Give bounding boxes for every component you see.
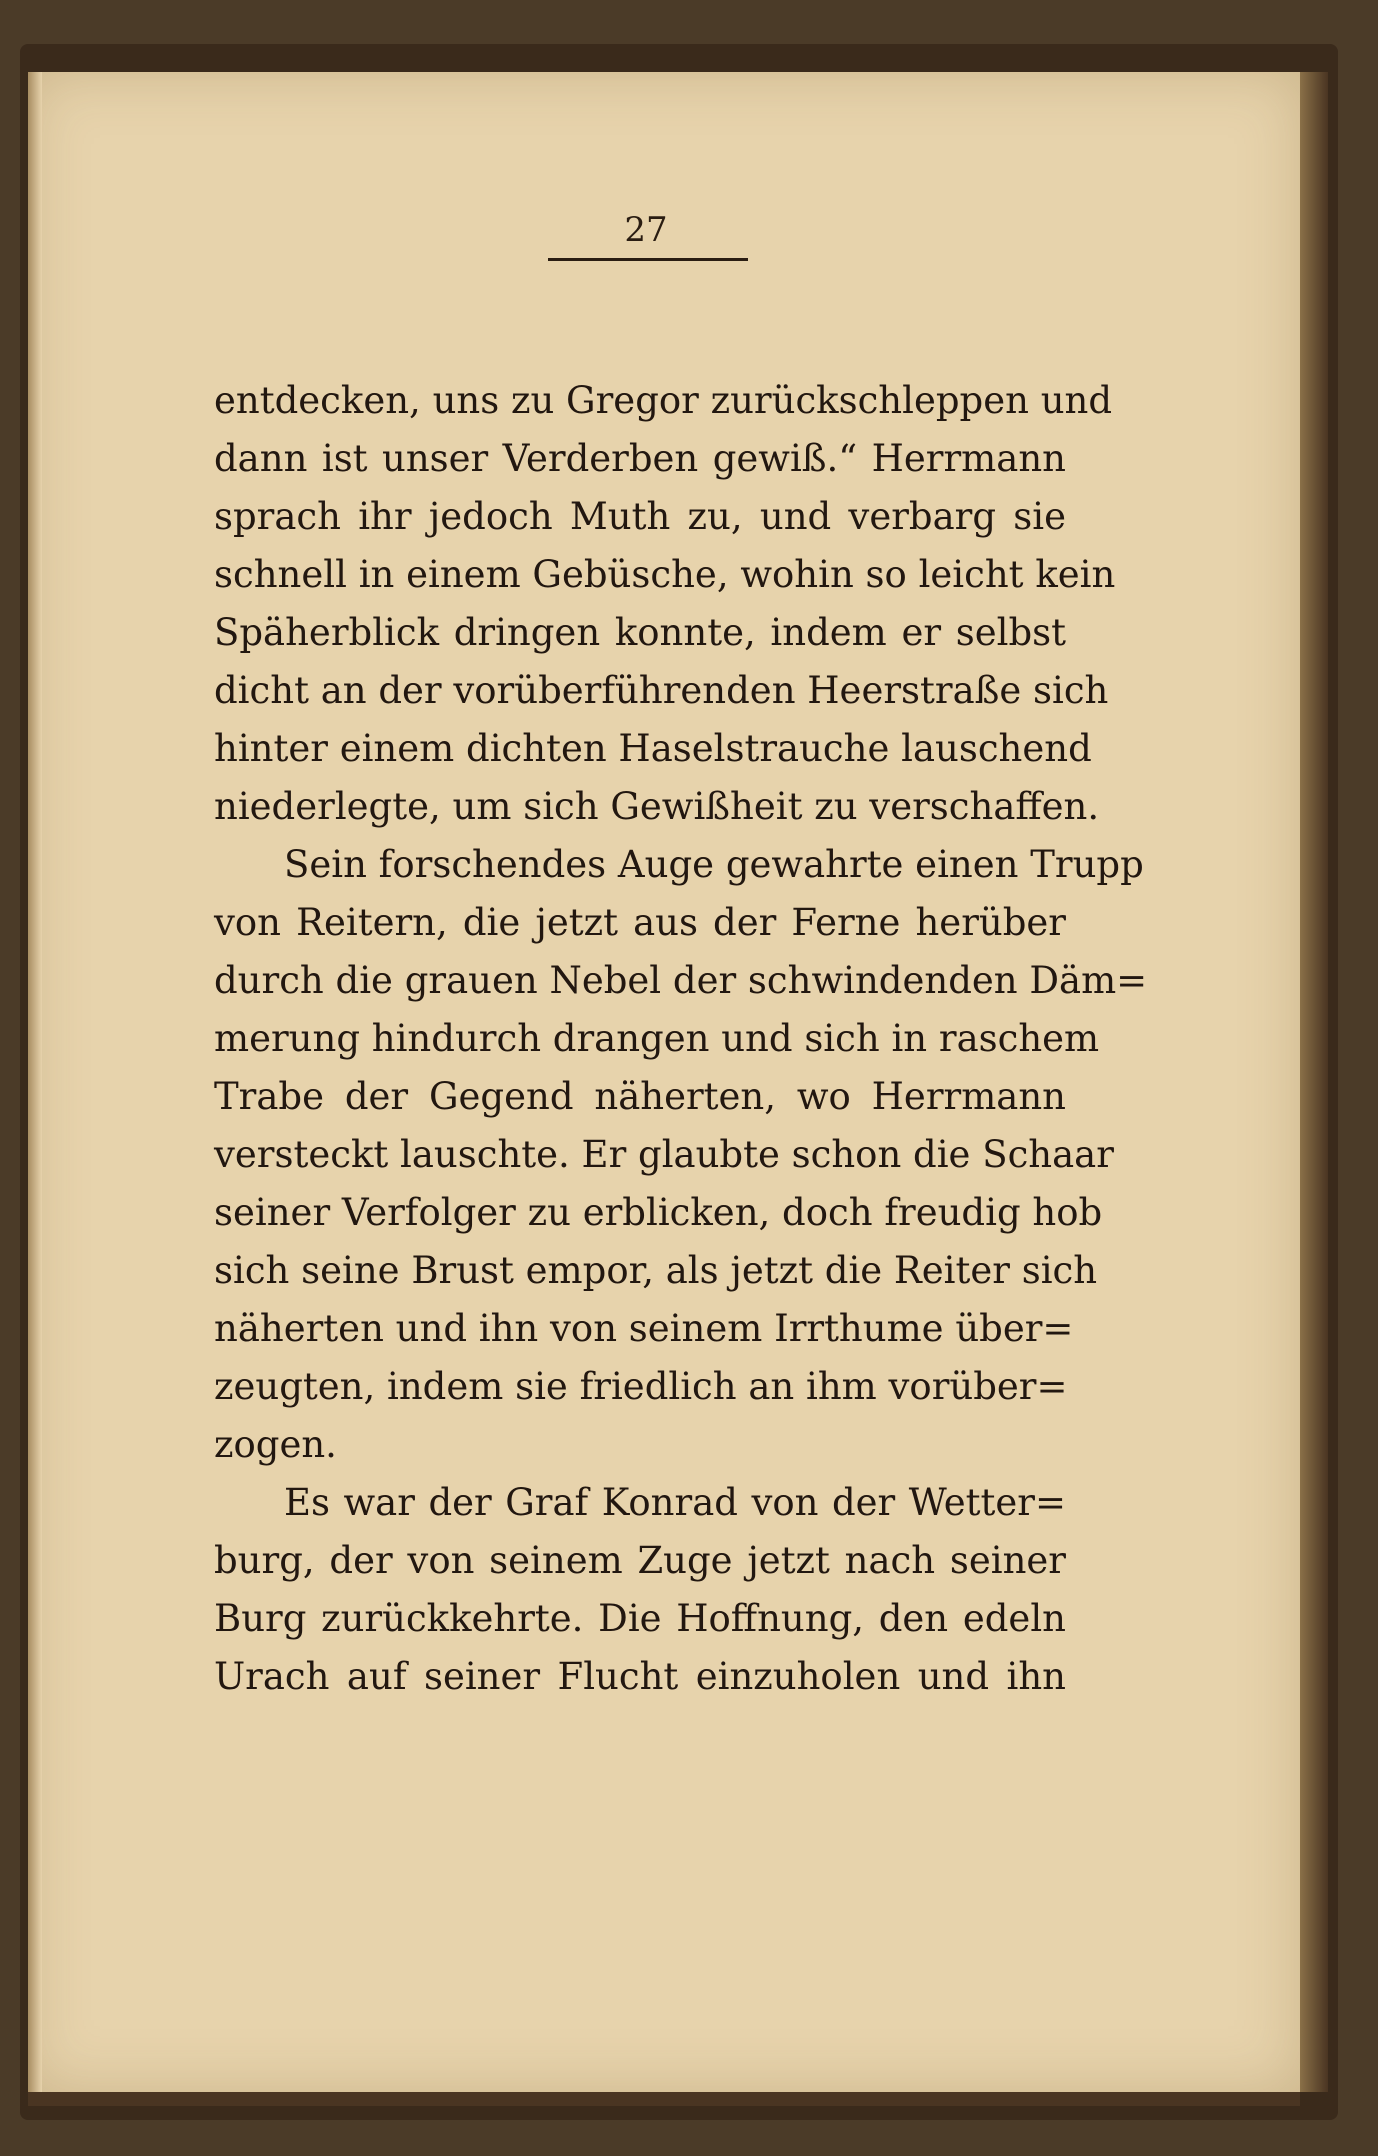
text-line: seiner Verfolger zu erblicken, doch freudig hob	[214, 1191, 1103, 1234]
text-line: schnell in einem Gebüsche, wohin so leicht kein	[214, 553, 1116, 596]
text-line: niederlegte, um sich Gewißheit zu verschaffen.	[214, 785, 1100, 828]
text-line: sich seine Brust empor, als jetzt die Reiter sich	[214, 1249, 1098, 1292]
text-line: dicht an der vorüberführenden Heerstraße sich	[214, 669, 1109, 712]
text-line: von Reitern, die jetzt aus der Ferne herüber	[214, 901, 1066, 944]
text-line: burg, der von seinem Zuge jetzt nach seiner	[214, 1539, 1066, 1582]
body-text	[214, 372, 1148, 1706]
text-line: Urach auf seiner Flucht einzuholen und ihn	[214, 1655, 1066, 1698]
text-line: hinter einem dichten Haselstrauche lauschend	[214, 727, 1092, 770]
page-spine-shadow	[28, 72, 42, 2092]
text-line: Trabe der Gegend näherten, wo Herrmann	[214, 1075, 1066, 1118]
text-line: Es war der Graf Konrad von der Wetter=	[284, 1481, 1066, 1524]
text-line: Sein forschendes Auge gewahrte einen Trupp	[284, 843, 1144, 886]
page-number: 27	[624, 210, 668, 250]
text-line: Späherblick dringen konnte, indem er selbst	[214, 611, 1066, 654]
text-line: zeugten, indem sie friedlich an ihm vorüber=	[214, 1365, 1068, 1408]
text-line: durch die grauen Nebel der schwindenden Däm=	[214, 959, 1148, 1002]
text-line: näherten und ihn von seinem Irrthume über=	[214, 1307, 1074, 1350]
text-line: dann ist unser Verderben gewiß.“ Herrmann	[214, 437, 1066, 480]
text-line: zogen.	[214, 1423, 337, 1466]
page-edge-right	[1300, 72, 1328, 2092]
text-line: sprach ihr jedoch Muth zu, und verbarg sie	[214, 495, 1066, 538]
page-edge-bottom	[28, 2092, 1300, 2106]
header-rule	[548, 258, 748, 261]
text-line: Burg zurückkehrte. Die Hoffnung, den edeln	[214, 1597, 1066, 1640]
text-line: versteckt lauschte. Er glaubte schon die Schaar	[214, 1133, 1114, 1176]
text-line: entdecken, uns zu Gregor zurückschleppen und	[214, 379, 1113, 422]
text-line: merung hindurch drangen und sich in raschem	[214, 1017, 1100, 1060]
